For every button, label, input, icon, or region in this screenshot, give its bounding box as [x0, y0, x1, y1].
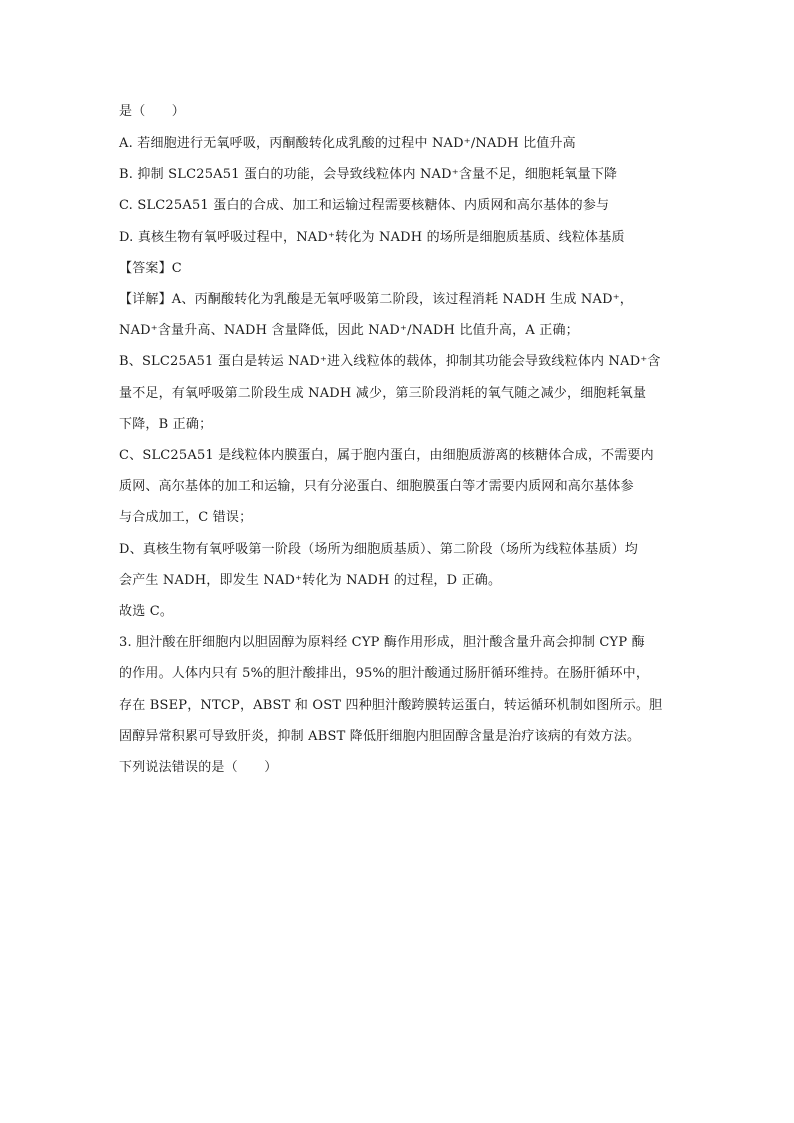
explanation-line: 与合成加工，C 错误；	[119, 510, 253, 525]
question-3-line: 固醇异常积累可导致肝炎，抑制 ABST 降低肝细胞内胆固醇含量是治疗该病的有效方法。	[119, 729, 641, 744]
explanation-line: 下降，B 正确；	[119, 417, 213, 432]
question-3-prompt: 下列说法错误的是（ ）	[119, 760, 278, 775]
option-a: A. 若细胞进行无氧呼吸，丙酮酸转化成乳酸的过程中 NAD⁺/NADH 比值升高	[119, 136, 576, 151]
explanation-line: 量不足，有氧呼吸第二阶段生成 NADH 减少，第三阶段消耗的氧气随之减少，细胞耗氧量	[119, 386, 647, 401]
explanation-line: B、SLC25A51 蛋白是转运 NAD⁺进入线粒体的载体，抑制其功能会导致线粒体内 NAD⁺含	[119, 354, 661, 369]
answer-line: 【答案】C	[119, 261, 182, 276]
option-d: D. 真核生物有氧呼吸过程中，NAD⁺转化为 NADH 的场所是细胞质基质、线粒体基质	[119, 230, 625, 245]
question-stem-continued: 是（ ）	[119, 104, 186, 119]
question-3-line: 存在 BSEP，NTCP，ABST 和 OST 四种胆汁酸跨膜转运蛋白，转运循环机制如图所示。胆	[119, 698, 663, 713]
question-3-line: 的作用。人体内只有 5%的胆汁酸排出，95%的胆汁酸通过肠肝循环维持。在肠肝循环中，	[119, 666, 650, 681]
explanation-line: 【详解】A、丙酮酸转化为乳酸是无氧呼吸第二阶段，该过程消耗 NADH 生成 NAD⁺，	[119, 292, 633, 307]
explanation-line: 会产生 NADH，即发生 NAD⁺转化为 NADH 的过程，D 正确。	[119, 573, 502, 588]
option-c: C. SLC25A51 蛋白的合成、加工和运输过程需要核糖体、内质网和高尔基体的参与	[119, 198, 610, 213]
explanation-line: NAD⁺含量升高、NADH 含量降低，因此 NAD⁺/NADH 比值升高，A 正确；	[119, 323, 579, 338]
question-3-line: 3. 胆汁酸在肝细胞内以胆固醇为原料经 CYP 酶作用形成，胆汁酸含量升高会抑制 CYP 酶	[119, 635, 645, 650]
option-b: B. 抑制 SLC25A51 蛋白的功能，会导致线粒体内 NAD⁺含量不足，细胞耗氧量下降	[119, 167, 618, 182]
conclusion-line: 故选 C。	[119, 604, 174, 619]
explanation-line: D、真核生物有氧呼吸第一阶段（场所为细胞质基质）、第二阶段（场所为线粒体基质）均	[119, 542, 638, 557]
explanation-line: 质网、高尔基体的加工和运输，只有分泌蛋白、细胞膜蛋白等才需要内质网和高尔基体参	[119, 479, 634, 494]
explanation-line: C、SLC25A51 是线粒体内膜蛋白，属于胞内蛋白，由细胞质游离的核糖体合成，不需要内	[119, 448, 654, 463]
